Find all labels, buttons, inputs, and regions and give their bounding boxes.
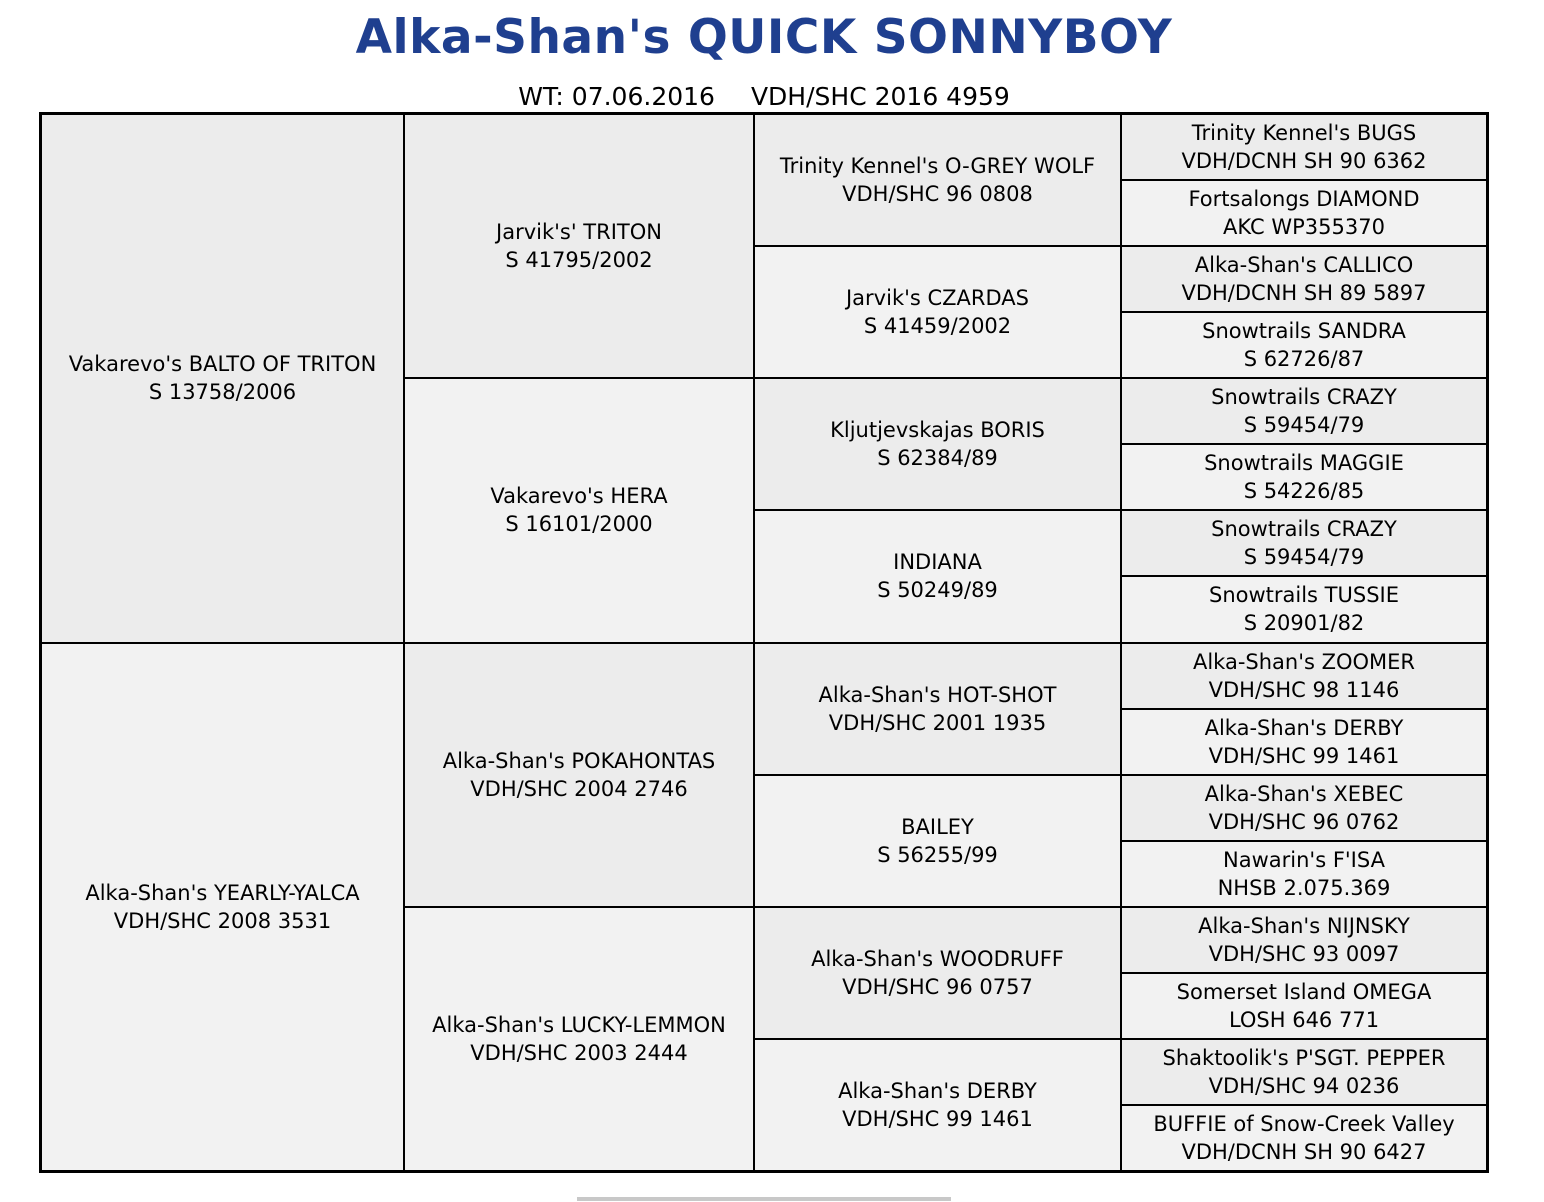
ancestor-name: Alka-Shan's XEBEC [1204,781,1404,806]
ancestor-reg: VDH/SHC 2008 3531 [113,908,332,933]
ancestor-cell [755,247,1120,379]
ancestor-reg: S 16101/2000 [505,512,653,537]
ancestor-name: Jarvik's CZARDAS [845,286,1029,311]
ancestor-name: Alka-Shan's WOODRUFF [811,946,1064,971]
ancestor-cell [1122,842,1486,908]
ancestor-cell [755,908,1120,1040]
ancestor-name: Alka-Shan's NIJNSKY [1198,913,1410,938]
generation-1-column [42,115,405,1170]
ancestor-name: Alka-Shan's CALLICO [1194,253,1414,278]
subtitle [0,82,1528,111]
ancestor-cell [1122,247,1486,313]
ancestor-reg: S 13758/2006 [148,380,297,405]
ancestor-name: Somerset Island OMEGA [1176,979,1432,1004]
ancestor-cell [405,644,753,908]
ancestor-name: Alka-Shan's YEARLY-YALCA [85,880,360,905]
ancestor-cell [755,644,1120,776]
ancestor-name: Snowtrails TUSSIE [1208,583,1399,608]
ancestor-name: Alka-Shan's POKAHONTAS [442,748,716,773]
ancestor-reg: S 56255/99 [877,842,998,867]
ancestor-name: Snowtrails MAGGIE [1204,451,1404,476]
generation-2-column [405,115,755,1170]
ancestor-cell [1122,974,1486,1040]
ancestor-name: Alka-Shan's DERBY [1204,715,1404,740]
ancestor-name: INDIANA [893,550,982,575]
ancestor-name: BUFFIE of Snow-Creek Valley [1153,1111,1455,1136]
ancestor-name: Nawarin's F'ISA [1223,847,1385,872]
ancestor-cell [1122,776,1486,842]
generation-4-column [1122,115,1486,1170]
ancestor-reg: VDH/SHC 93 0097 [1208,941,1400,966]
page-title: Alka-Shan's QUICK SONNYBOY [355,10,1173,65]
ancestor-cell [1122,908,1486,974]
ancestor-reg: VDH/SHC 2003 2444 [470,1040,688,1065]
ancestor-reg: AKC WP355370 [1223,215,1385,240]
ancestor-reg: VDH/SHC 96 0757 [842,974,1033,999]
ancestor-name: Trinity Kennel's BUGS [1191,121,1417,146]
ancestor-cell [42,115,403,644]
whelp-date: WT: 07.06.2016 [518,82,715,111]
ancestor-cell [1122,511,1486,577]
ancestor-reg: S 59454/79 [1243,413,1365,438]
ancestor-name: Jarvik's' TRITON [496,220,662,245]
ancestor-reg: S 20901/82 [1243,611,1365,636]
generation-3-column [755,115,1122,1170]
ancestor-name: Shaktoolik's P'SGT. PEPPER [1162,1045,1446,1070]
ancestor-cell [755,1040,1120,1170]
ancestor-cell [1122,710,1486,776]
ancestor-cell [405,379,753,643]
ancestor-name: Fortsalongs DIAMOND [1188,187,1420,212]
ancestor-name: Trinity Kennel's O-GREY WOLF [779,154,1096,179]
ancestor-cell [755,379,1120,511]
ancestor-cell [755,776,1120,908]
ancestor-name: Alka-Shan's ZOOMER [1192,649,1416,674]
ancestor-name: Vakarevo's HERA [490,484,668,509]
registration-number: VDH/SHC 2016 4959 [750,82,1010,111]
ancestor-reg: S 41795/2002 [505,248,653,273]
ancestor-cell [1122,644,1486,710]
ancestor-name: Alka-Shan's LUCKY-LEMMON [432,1012,726,1037]
ancestor-reg: VDH/SHC 96 0762 [1208,809,1400,834]
ancestor-name: Alka-Shan's DERBY [838,1078,1037,1103]
ancestor-name: BAILEY [901,814,974,839]
ancestor-reg: VDH/DCNH SH 90 6362 [1181,149,1427,174]
ancestor-reg: VDH/SHC 2004 2746 [470,776,688,801]
ancestor-cell [1122,181,1486,247]
ancestor-cell [755,511,1120,643]
ancestor-name: Snowtrails CRAZY [1211,385,1397,410]
ancestor-cell [405,908,753,1170]
pedigree-table [39,112,1489,1173]
ancestor-reg: S 62384/89 [877,446,998,471]
ancestor-reg: VDH/SHC 96 0808 [842,182,1033,207]
ancestor-cell [42,644,403,1171]
ancestor-cell [1122,577,1486,643]
ancestor-reg: VDH/DCNH SH 89 5897 [1181,281,1427,306]
ancestor-reg: S 59454/79 [1243,545,1365,570]
ancestor-name: Snowtrails CRAZY [1211,517,1397,542]
ancestor-cell [1122,115,1486,181]
ancestor-reg: VDH/SHC 94 0236 [1208,1073,1400,1098]
ancestor-name: Snowtrails SANDRA [1202,319,1406,344]
ancestor-reg: S 50249/89 [877,578,998,603]
ancestor-reg: S 54226/85 [1243,479,1365,504]
ancestor-reg: NHSB 2.075.369 [1217,875,1391,900]
ancestor-cell [1122,1040,1486,1106]
ancestor-reg: VDH/SHC 98 1146 [1208,677,1400,702]
ancestor-reg: VDH/SHC 2001 1935 [828,710,1047,735]
ancestor-reg: LOSH 646 771 [1228,1007,1380,1032]
ancestor-reg: S 62726/87 [1243,347,1365,372]
ancestor-cell [1122,445,1486,511]
ancestor-name: Vakarevo's BALTO OF TRITON [68,352,377,377]
ancestor-reg: VDH/DCNH SH 90 6427 [1181,1139,1427,1164]
footer-divider [577,1197,951,1201]
ancestor-reg: VDH/SHC 99 1461 [842,1106,1033,1131]
ancestor-name: Kljutjevskajas BORIS [830,418,1045,443]
ancestor-reg: VDH/SHC 99 1461 [1208,743,1400,768]
ancestor-cell [405,115,753,379]
ancestor-cell [1122,313,1486,379]
ancestor-cell [1122,1106,1486,1170]
ancestor-cell [755,115,1120,247]
ancestor-reg: S 41459/2002 [863,314,1012,339]
ancestor-cell [1122,379,1486,445]
ancestor-name: Alka-Shan's HOT-SHOT [818,682,1057,707]
